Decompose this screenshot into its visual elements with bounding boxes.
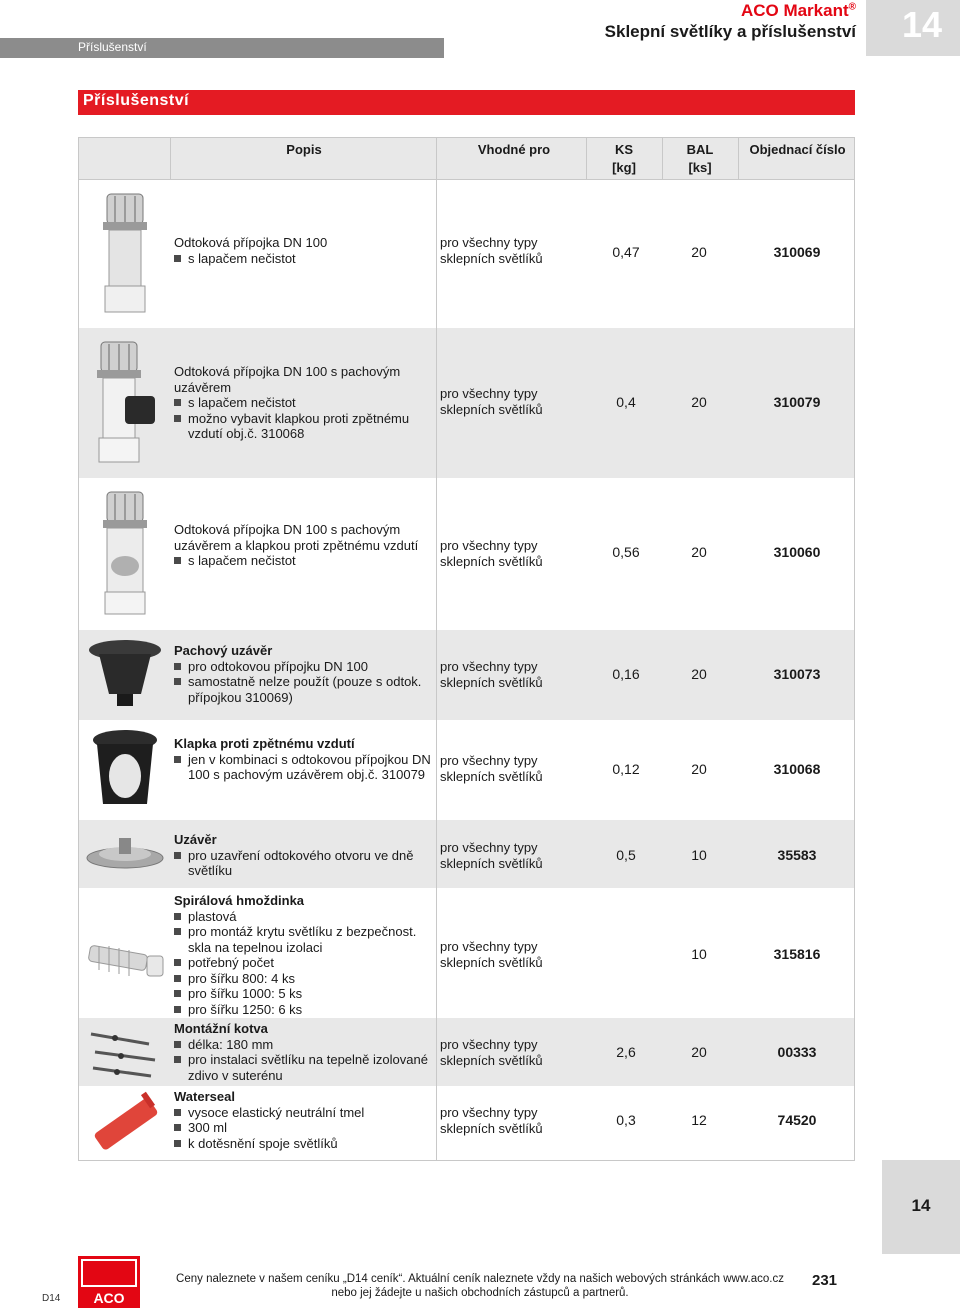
bullet: k dotěsnění spoje světlíků: [174, 1136, 434, 1152]
aco-logo: [78, 1256, 140, 1308]
row-divider: [436, 630, 437, 720]
order-number: 310060: [773, 544, 821, 560]
row-description: [174, 522, 434, 569]
table-row: [79, 328, 854, 478]
row-divider: [436, 820, 437, 888]
suitable-line: sklepních světlíků: [440, 674, 543, 690]
suitable-line: sklepních světlíků: [440, 768, 543, 784]
footer-line: Ceny naleznete v našem ceníku „D14 ceník“. Aktuální ceník naleznete vždy na našich webových stránkách www.aco.cz: [176, 1273, 784, 1285]
bullet: pro šířku 1250: 6 ks: [174, 1002, 434, 1018]
row-divider: [436, 328, 437, 478]
header-popis: Popis: [286, 142, 322, 157]
order-number: 310069: [773, 244, 821, 260]
bullet: pro šířku 1000: 5 ks: [174, 986, 434, 1002]
header-category-bar: [0, 38, 444, 58]
side-chapter-box: [882, 1160, 960, 1254]
table-row: [79, 820, 854, 888]
bullet: samostatně nelze použít (pouze s odtok. přípojkou 310069): [174, 674, 434, 705]
row-title: Odtoková přípojka DN 100 s pachovým uzávěrem: [174, 364, 401, 395]
weight-value: 0,4: [616, 394, 636, 410]
table-row: [79, 1018, 854, 1086]
suitable-line: sklepních světlíků: [440, 250, 543, 266]
side-chapter-number: 14: [911, 1196, 931, 1215]
page-subtitle: Sklepní světlíky a příslušenství: [604, 22, 856, 41]
spiral-dowel-image: [85, 932, 167, 982]
suitable-line: pro všechny typy: [440, 659, 538, 674]
order-number: 74520: [777, 1112, 817, 1128]
row-divider: [436, 1018, 437, 1086]
row-description: [174, 364, 434, 442]
row-divider: [436, 888, 437, 1018]
suitable-line: pro všechny typy: [440, 840, 538, 855]
bullet: plastová: [174, 909, 434, 925]
row-description: [174, 1089, 434, 1151]
row-title: Odtoková přípojka DN 100 s pachovým uzávěrem a klapkou proti zpětnému vzdutí: [174, 522, 419, 553]
suitable-line: pro všechny typy: [440, 235, 538, 250]
bullet: pro odtokovou přípojku DN 100: [174, 659, 434, 675]
pack-value: 20: [691, 244, 707, 260]
table-row: [79, 478, 854, 630]
header-bal-unit: [ks]: [688, 160, 712, 175]
bullet: potřebný počet: [174, 955, 434, 971]
mounting-anchor-image: [85, 1024, 167, 1080]
bullet: vysoce elastický neutrální tmel: [174, 1105, 434, 1121]
suitable-for: [440, 753, 570, 784]
row-title: Spirálová hmoždinka: [174, 893, 305, 908]
weight-value: 2,6: [616, 1044, 636, 1060]
registered-mark: ®: [848, 1, 856, 13]
weight-value: 0,56: [612, 544, 640, 560]
footer-line: nebo jej žádejte u našich obchodních zástupců a partnerů.: [331, 1287, 629, 1299]
table-row: [79, 888, 854, 1018]
suitable-for: [440, 1037, 570, 1068]
bullet: pro šířku 800: 4 ks: [174, 971, 434, 987]
brand-name: ACO Markant: [740, 1, 849, 20]
table-row: [79, 1086, 854, 1160]
header-category-label: Příslušenství: [78, 40, 147, 54]
row-divider: [436, 478, 437, 630]
section-title: Příslušenství: [83, 92, 190, 109]
row-description: [174, 893, 434, 1017]
header-divider: [170, 138, 171, 179]
suitable-line: pro všechny typy: [440, 1105, 538, 1120]
sealant-cartridge-image: [85, 1090, 167, 1158]
pack-value: 20: [691, 1044, 707, 1060]
pack-value: 20: [691, 666, 707, 682]
suitable-for: [440, 1105, 570, 1136]
pack-value: 10: [691, 946, 707, 962]
header-bal: BAL: [686, 142, 714, 157]
header-ks-unit: [kg]: [612, 160, 636, 175]
table-header: [79, 138, 854, 180]
suitable-line: sklepních světlíků: [440, 553, 543, 569]
pack-value: 10: [691, 847, 707, 863]
footer-note: [160, 1272, 800, 1300]
row-title: Montážní kotva: [174, 1021, 268, 1036]
weight-value: 0,12: [612, 761, 640, 777]
row-divider: [436, 720, 437, 820]
bullet: s lapačem nečistot: [174, 251, 434, 267]
chapter-number: 14: [902, 4, 943, 45]
suitable-line: sklepních světlíků: [440, 855, 543, 871]
suitable-line: pro všechny typy: [440, 1037, 538, 1052]
order-number: 310073: [773, 666, 821, 682]
row-title: Odtoková přípojka DN 100: [174, 235, 328, 250]
row-divider: [436, 1086, 437, 1160]
odour-trap-image: [85, 636, 165, 716]
bullet: s lapačem nečistot: [174, 553, 434, 569]
bullet: s lapačem nečistot: [174, 395, 434, 411]
suitable-line: pro všechny typy: [440, 753, 538, 768]
weight-value: 0,5: [616, 847, 636, 863]
chapter-box: [866, 0, 960, 56]
drain-connector-trap-image: [85, 336, 165, 470]
bullet: délka: 180 mm: [174, 1037, 434, 1053]
backflow-flap-image: [85, 726, 165, 814]
suitable-line: sklepních světlíků: [440, 954, 543, 970]
plug-cap-image: [85, 830, 167, 874]
order-number: 310079: [773, 394, 821, 410]
pack-value: 20: [691, 544, 707, 560]
suitable-for: [440, 235, 570, 266]
weight-value: 0,16: [612, 666, 640, 682]
row-description: [174, 643, 434, 705]
header-ks: KS: [614, 142, 634, 157]
bullet: pro instalaci světlíku na tepelně izolované zdivo v suterénu: [174, 1052, 434, 1083]
row-title: Pachový uzávěr: [174, 643, 273, 658]
order-number: 315816: [773, 946, 821, 962]
row-divider: [436, 180, 437, 328]
suitable-for: [440, 840, 570, 871]
suitable-for: [440, 386, 570, 417]
header-divider: [436, 138, 437, 179]
row-description: [174, 736, 434, 783]
row-title: Waterseal: [174, 1089, 235, 1104]
suitable-for: [440, 659, 570, 690]
drain-connector-image: [85, 186, 165, 320]
row-description: [174, 235, 434, 266]
suitable-line: pro všechny typy: [440, 939, 538, 954]
section-bar: [78, 90, 855, 115]
accessories-table: [78, 137, 855, 1161]
page-number: 231: [812, 1272, 838, 1289]
weight-value: 0,3: [616, 1112, 636, 1128]
order-number: 35583: [777, 847, 817, 863]
order-number: 310068: [773, 761, 821, 777]
order-number: 00333: [777, 1044, 817, 1060]
suitable-line: sklepních světlíků: [440, 401, 543, 417]
header-objednaci-cislo: Objednací číslo: [749, 142, 846, 157]
weight-value: 0,47: [612, 244, 640, 260]
brand-title: [741, 1, 856, 21]
pack-value: 20: [691, 761, 707, 777]
header-vhodne-pro: Vhodné pro: [477, 142, 551, 157]
drain-connector-valve-image: [85, 486, 165, 620]
row-description: [174, 832, 434, 879]
table-row: [79, 180, 854, 328]
row-title: Uzávěr: [174, 832, 217, 847]
pack-value: 12: [691, 1112, 707, 1128]
suitable-line: sklepních světlíků: [440, 1120, 543, 1136]
bullet: pro montáž krytu světlíku z bezpečnost. skla na tepelnou izolaci: [174, 924, 434, 955]
bullet: jen v kombinaci s odtokovou přípojkou DN 100 s pachovým uzávěrem obj.č. 310079: [174, 752, 434, 783]
bullet: pro uzavření odtokového otvoru ve dně světlíku: [174, 848, 434, 879]
suitable-for: [440, 939, 570, 970]
table-row: [79, 720, 854, 820]
suitable-line: pro všechny typy: [440, 538, 538, 553]
bullet: možno vybavit klapkou proti zpětnému vzdutí obj.č. 310068: [174, 411, 434, 442]
suitable-line: pro všechny typy: [440, 386, 538, 401]
document-code: D14: [42, 1293, 61, 1304]
pack-value: 20: [691, 394, 707, 410]
suitable-line: sklepních světlíků: [440, 1052, 543, 1068]
suitable-for: [440, 538, 570, 569]
row-description: [174, 1021, 434, 1083]
table-row: [79, 630, 854, 720]
bullet: 300 ml: [174, 1120, 434, 1136]
row-title: Klapka proti zpětnému vzdutí: [174, 736, 355, 751]
logo-text: ACO: [93, 1290, 125, 1306]
